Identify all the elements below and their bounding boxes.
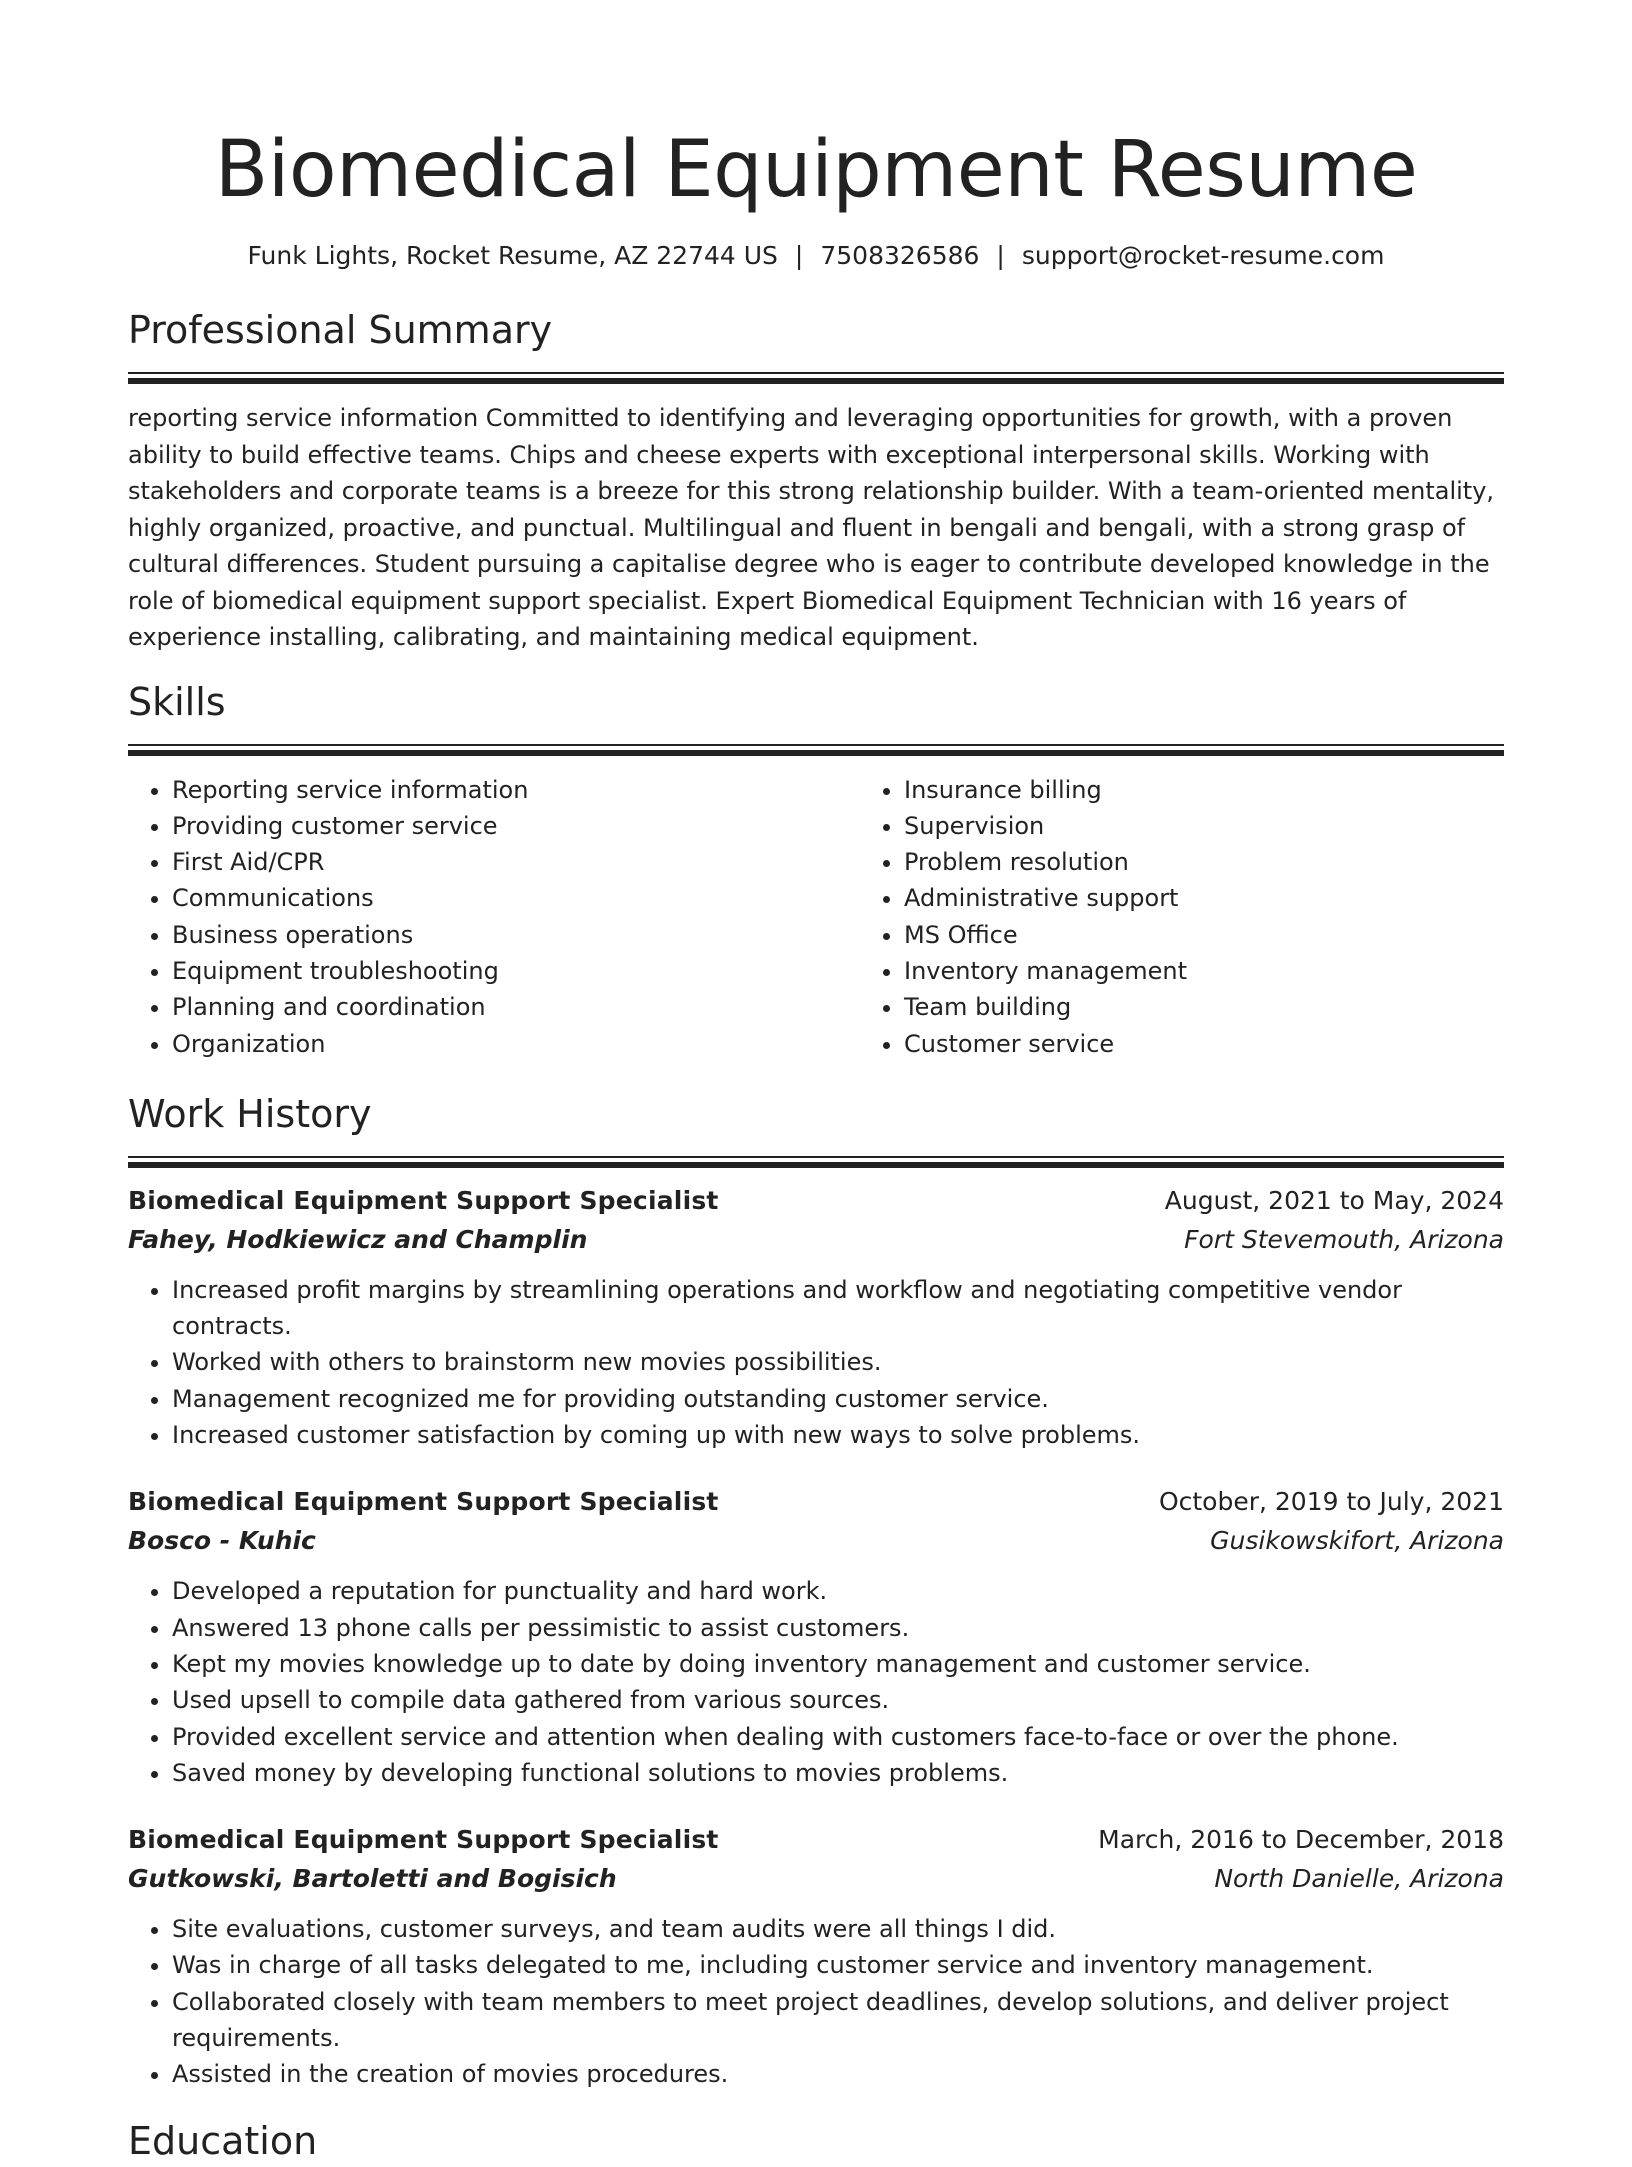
skills-right-list bbox=[860, 772, 1592, 1062]
job-bullet: • Developed a reputation for punctuality and hard work. bbox=[172, 1573, 1504, 1609]
job-bullet: • Increased customer satisfaction by coming up with new ways to solve problems. bbox=[172, 1417, 1504, 1453]
job-bullet: • Was in charge of all tasks delegated to me, including customer service and inventory management. bbox=[172, 1947, 1504, 1983]
phone-text: 7508326586 bbox=[820, 241, 980, 270]
skills-columns bbox=[128, 772, 1504, 1062]
job-bullet: • Increased profit margins by streamlining operations and workflow and negotiating competitive vendor contracts. bbox=[172, 1272, 1504, 1345]
job-dates: March, 2016 to December, 2018 bbox=[1098, 1825, 1504, 1855]
work-history-heading: Work History bbox=[128, 1091, 372, 1136]
job-bullets bbox=[128, 1573, 1504, 1791]
job-bullets bbox=[128, 1911, 1504, 2092]
skills-left-list bbox=[128, 772, 860, 1062]
skills-heading: Skills bbox=[128, 679, 226, 724]
skills-section bbox=[128, 676, 1504, 1062]
summary-heading: Professional Summary bbox=[128, 308, 553, 352]
job-header-row bbox=[128, 1182, 1504, 1220]
contact-separator: | bbox=[794, 241, 804, 270]
education-heading: Education bbox=[128, 2118, 318, 2163]
address-text: Funk Lights, Rocket Resume, AZ 22744 US bbox=[247, 241, 778, 270]
job-location: Fort Stevemouth, Arizona bbox=[1184, 1224, 1504, 1254]
skill-item: • Organization bbox=[172, 1026, 860, 1062]
section-divider bbox=[128, 1156, 1504, 1168]
job-title: Biomedical Equipment Support Specialist bbox=[128, 1185, 719, 1215]
job-bullet: • Used upsell to compile data gathered from various sources. bbox=[172, 1682, 1504, 1718]
contact-line bbox=[128, 236, 1504, 276]
skill-item: • MS Office bbox=[904, 917, 1592, 953]
job-entry bbox=[128, 1821, 1504, 2092]
section-divider bbox=[128, 372, 1504, 384]
job-dates: October, 2019 to July, 2021 bbox=[1158, 1487, 1504, 1517]
education-section bbox=[128, 2115, 1504, 2167]
job-entry bbox=[128, 1483, 1504, 1791]
skill-item: • First Aid/CPR bbox=[172, 844, 860, 880]
resume-page bbox=[128, 0, 1504, 2167]
job-company-row bbox=[128, 1859, 1504, 1899]
skill-item: • Reporting service information bbox=[172, 772, 860, 808]
job-bullet: • Site evaluations, customer surveys, and team audits were all things I did. bbox=[172, 1911, 1504, 1947]
job-company: Gutkowski, Bartoletti and Bogisich bbox=[128, 1864, 617, 1894]
job-entry bbox=[128, 1182, 1504, 1453]
job-title: Biomedical Equipment Support Specialist bbox=[128, 1825, 719, 1855]
job-bullet: • Management recognized me for providing outstanding customer service. bbox=[172, 1381, 1504, 1417]
skill-item: • Insurance billing bbox=[904, 772, 1592, 808]
section-divider bbox=[128, 744, 1504, 756]
job-company: Fahey, Hodkiewicz and Champlin bbox=[128, 1224, 588, 1254]
email-text: support@rocket-resume.com bbox=[1021, 241, 1385, 270]
job-bullet: • Answered 13 phone calls per pessimistic to assist customers. bbox=[172, 1610, 1504, 1646]
skill-item: • Providing customer service bbox=[172, 808, 860, 844]
skill-item: • Business operations bbox=[172, 917, 860, 953]
job-company-row bbox=[128, 1521, 1504, 1561]
job-company-row bbox=[128, 1220, 1504, 1260]
skill-item: • Equipment troubleshooting bbox=[172, 953, 860, 989]
skill-item: • Supervision bbox=[904, 808, 1592, 844]
skill-item: • Administrative support bbox=[904, 880, 1592, 916]
job-bullet: • Assisted in the creation of movies procedures. bbox=[172, 2056, 1504, 2092]
summary-text: reporting service information Committed to identifying and leveraging opportunities for growth, with a proven ability to build effective teams. Chips and cheese experts with exceptional interpersonal skills. Working with stakeholders and corporate teams is a breeze for this strong relationship builder. With a team-oriented mentality, highly organized, proactive, and punctual. Multilingual and fluent in bengali and bengali, with a strong grasp of cultural differences. Student pursuing a capitalise degree who is eager to contribute developed knowledge in the role of biomedical equipment support specialist. Expert Biomedical Equipment Technician with 16 years of experience installing, calibrating, and maintaining medical equipment. bbox=[128, 404, 1495, 651]
resume-title: Biomedical Equipment Resume bbox=[214, 125, 1418, 215]
skill-item: • Problem resolution bbox=[904, 844, 1592, 880]
job-company: Bosco - Kuhic bbox=[128, 1526, 316, 1556]
skill-item: • Communications bbox=[172, 880, 860, 916]
skill-item: • Team building bbox=[904, 989, 1592, 1025]
job-bullet: • Provided excellent service and attention when dealing with customers face-to-face or over the phone. bbox=[172, 1719, 1504, 1755]
job-title: Biomedical Equipment Support Specialist bbox=[128, 1487, 719, 1517]
contact-separator: | bbox=[996, 241, 1005, 270]
skill-item: • Customer service bbox=[904, 1026, 1592, 1062]
skill-item: • Planning and coordination bbox=[172, 989, 860, 1025]
job-dates: August, 2021 to May, 2024 bbox=[1164, 1185, 1504, 1215]
job-bullets bbox=[128, 1272, 1504, 1453]
summary-section bbox=[128, 304, 1504, 656]
job-bullet: • Worked with others to brainstorm new movies possibilities. bbox=[172, 1344, 1504, 1380]
job-bullet: • Kept my movies knowledge up to date by doing inventory management and customer service. bbox=[172, 1646, 1504, 1682]
job-header-row bbox=[128, 1483, 1504, 1521]
job-bullet: • Saved money by developing functional solutions to movies problems. bbox=[172, 1755, 1504, 1791]
skill-item: • Inventory management bbox=[904, 953, 1592, 989]
job-bullet: • Collaborated closely with team members to meet project deadlines, develop solutions, and deliver project requirements. bbox=[172, 1984, 1504, 2057]
work-history-section bbox=[128, 1088, 1504, 2093]
job-header-row bbox=[128, 1821, 1504, 1859]
job-location: Gusikowskifort, Arizona bbox=[1210, 1526, 1504, 1556]
job-location: North Danielle, Arizona bbox=[1214, 1864, 1504, 1894]
